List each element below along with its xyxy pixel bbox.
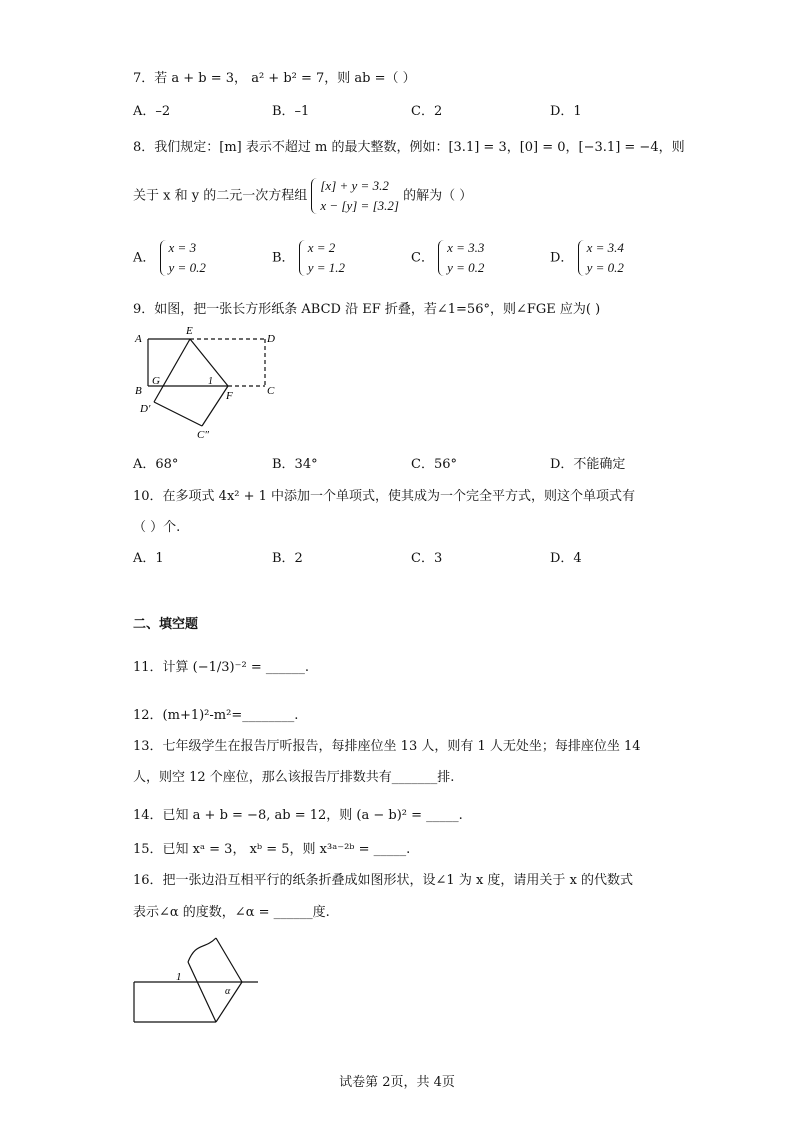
q9-label-d-prime: D′ xyxy=(140,403,151,415)
q8-stem-line2 xyxy=(133,176,472,216)
q7-option-b: B．–1 xyxy=(272,104,310,119)
q8-stem2-suffix: 的解为（ ） xyxy=(403,188,473,204)
q16-label-angle-1: 1 xyxy=(176,971,182,983)
q8-option-d-system xyxy=(578,238,624,278)
q9-stem: 9．如图，把一张长方形纸条 ABCD 沿 EF 折叠，若∠1=56°，则∠FGE 应为( ) xyxy=(133,302,601,317)
q7-option-a: A．–2 xyxy=(133,104,171,119)
q10-stem: 10．在多项式 4x² + 1 中添加一个单项式，使其成为一个完全平方式，则这个单项式有 xyxy=(133,489,636,504)
q8-stem2-prefix: 关于 x 和 y 的二元一次方程组 xyxy=(133,188,308,204)
q8-equation-1: [x] + y = 3.2 xyxy=(320,178,389,193)
q8-option-d-label: D． xyxy=(550,250,574,266)
q8-option-c-system xyxy=(438,238,484,278)
q8-option-a xyxy=(133,238,206,278)
q16-figure xyxy=(130,930,260,1030)
q11: 11．计算 (−1/3)⁻² = ______. xyxy=(133,660,309,675)
q10-stem-line2: （ ）个. xyxy=(133,520,181,535)
q9-label-b: B xyxy=(135,385,142,397)
q9-label-d: D xyxy=(267,333,275,345)
q9-option-d: D．不能确定 xyxy=(550,457,626,472)
q9-label-angle-1: 1 xyxy=(208,376,213,387)
q10-option-c: C．3 xyxy=(411,551,443,566)
q9-figure xyxy=(130,324,290,444)
q8-option-a-line1: x = 3 xyxy=(168,240,197,255)
q8-option-c-line1: x = 3.3 xyxy=(447,240,485,255)
q8-option-a-label: A． xyxy=(133,250,156,266)
q16-label-alpha: α xyxy=(225,986,231,997)
q15: 15．已知 xᵃ = 3， xᵇ = 5，则 x³ᵃ⁻²ᵇ = _____. xyxy=(133,842,411,857)
q7-option-d: D．1 xyxy=(550,104,582,119)
q12: 12．(m+1)²-m²=________. xyxy=(133,708,299,723)
q8-option-a-system xyxy=(160,238,206,278)
q10-option-a: A．1 xyxy=(133,551,164,566)
q8-option-b-label: B． xyxy=(272,250,295,266)
q9-option-c: C．56° xyxy=(411,457,457,472)
q8-option-b-line1: x = 2 xyxy=(307,240,336,255)
page-footer: 试卷第 2页，共 4页 xyxy=(339,1075,455,1090)
q16-line1: 16．把一张边沿互相平行的纸条折叠成如图形状，设∠1 为 x 度，请用关于 x 的代数式 xyxy=(133,873,634,888)
q7-option-c: C．2 xyxy=(411,104,443,119)
q10-option-d: D．4 xyxy=(550,551,582,566)
q9-label-a: A xyxy=(135,333,142,345)
q8-option-b xyxy=(272,238,345,278)
q9-label-c: C xyxy=(267,385,275,397)
q13-line2: 人，则空 12 个座位，那么该报告厅排数共有_______排. xyxy=(133,770,455,785)
q9-label-c-double-prime: C″ xyxy=(197,429,209,441)
q8-equation-system xyxy=(311,176,399,216)
q8-option-b-line2: y = 1.2 xyxy=(307,260,345,275)
q8-option-b-system xyxy=(299,238,345,278)
q8-option-c-label: C． xyxy=(411,250,434,266)
q8-option-d-line1: x = 3.4 xyxy=(586,240,624,255)
q8-stem: 8．我们规定：[m] 表示不超过 m 的最大整数，例如：[3.1] = 3，[0] = 0，[−3.1] = −4，则 xyxy=(133,140,685,155)
q10-option-b: B．2 xyxy=(272,551,303,566)
q8-option-a-line2: y = 0.2 xyxy=(168,260,206,275)
q9-option-a: A．68° xyxy=(133,457,179,472)
q8-option-c xyxy=(411,238,484,278)
q8-equation-2: x − [y] = [3.2] xyxy=(320,198,399,213)
q9-label-f: F xyxy=(226,390,233,402)
q13-line1: 13．七年级学生在报告厅听报告，每排座位坐 13 人，则有 1 人无处坐；每排座位坐 14 xyxy=(133,739,641,754)
q9-label-g: G xyxy=(152,375,160,387)
q14: 14．已知 a + b = −8, ab = 12，则 (a − b)² = _____. xyxy=(133,808,463,823)
q9-label-e: E xyxy=(186,325,193,337)
section-title-fill-blank: 二、填空题 xyxy=(133,617,199,632)
q8-option-d-line2: y = 0.2 xyxy=(586,260,624,275)
q9-option-b: B．34° xyxy=(272,457,318,472)
q8-option-c-line2: y = 0.2 xyxy=(447,260,485,275)
q7-stem: 7．若 a + b = 3， a² + b² = 7，则 ab =（ ） xyxy=(133,71,416,86)
q16-line2: 表示∠α 的度数，∠α = ______度. xyxy=(133,905,330,920)
q8-option-d xyxy=(550,238,624,278)
